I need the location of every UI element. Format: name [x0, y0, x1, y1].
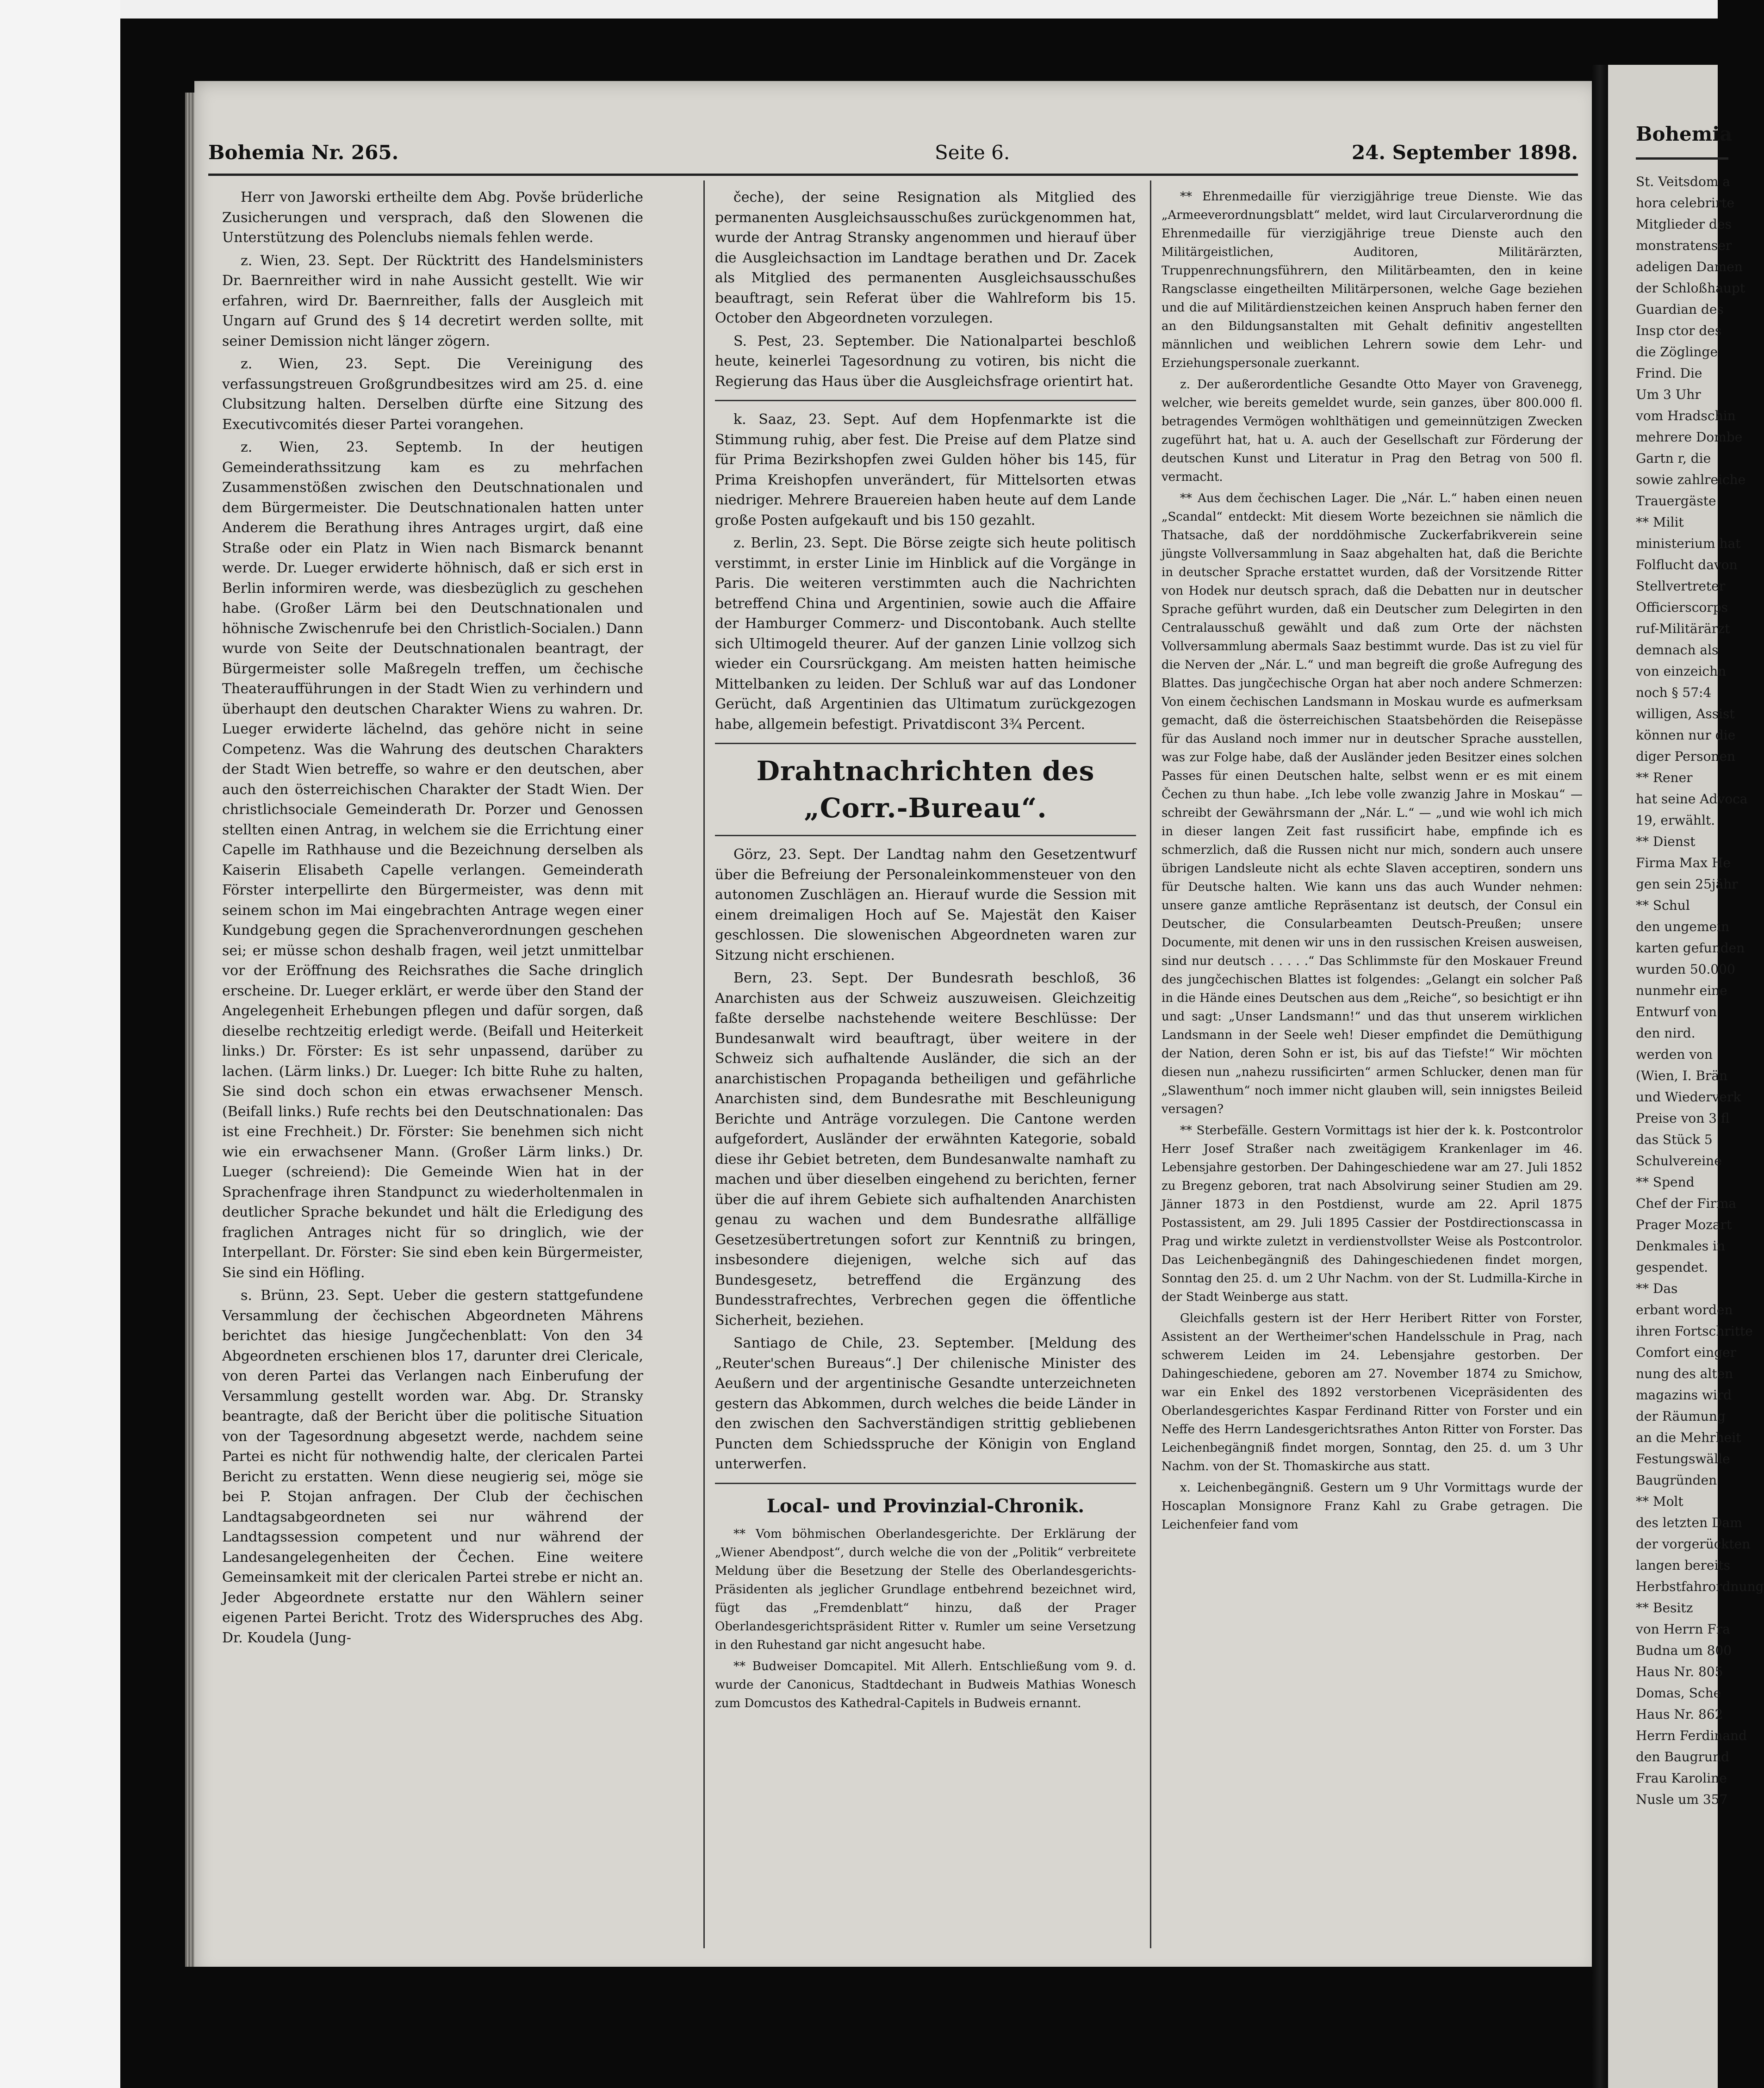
article-goerz: Görz, 23. Sept. Der Landtag nahm den Gesetzentwurf über die Befreiung der Personaleinkommensteuer von den autonomen Zuschlägen an. Hierauf wurde die Session mit einem dreimaligen Hoch auf Se. Majestät den Kaiser geschlossen. Die slowenischen Abgeordneten waren zur Sitzung nicht erschienen.	[715, 846, 1136, 963]
column-divider-2	[1150, 180, 1151, 1948]
scanner-top-strip	[0, 0, 1718, 19]
adjacent-page-line: den ungemein	[1636, 919, 1730, 934]
newspaper-page	[194, 81, 1599, 1978]
adjacent-page-line: hat seine Advoca	[1636, 791, 1748, 807]
adjacent-page-line: Schulvereine	[1636, 1153, 1722, 1168]
adjacent-page-line: erbant worden	[1636, 1302, 1733, 1317]
adjacent-page-line: des letzten Dam	[1636, 1515, 1742, 1530]
adjacent-page-line: ministerium hat	[1636, 536, 1741, 551]
scan-bottom-shadow	[194, 1967, 1599, 2088]
adjacent-page-line: Mitglieder des	[1636, 217, 1732, 232]
article-saaz: k. Saaz, 23. Sept. Auf dem Hopfenmarkte ist die Stimmung ruhig, aber fest. Die Preise auf dem Platze sind für Prima Bezirkshopfen zwei Gulden höher bis 145, für Prima Kreishopfen unverändert, für Mittelsorten etwas niedriger. Mehrere Brauereien haben heute auf dem Lande große Posten aufgekauft und bis 150 gezahlt.	[715, 411, 1136, 528]
column-1	[222, 187, 643, 1651]
adjacent-page-line: wurden 50.000	[1636, 962, 1735, 977]
article-pest: S. Pest, 23. September. Die Nationalpartei beschloß heute, keinerlei Tagesordnung zu votiren, bis nicht die Regierung das Haus über die Ausgleichsfrage orientirt hat.	[715, 333, 1136, 390]
adjacent-page-line: die Zöglinge	[1636, 344, 1718, 360]
article-forster: Gleichfalls gestern ist der Herr Heribert Ritter von Forster, Assistent an der Wertheimer'schen Handelsschule in Prag, nach schwerem Leiden im 24. Lebensjahre gestorben. Der Dahingeschiedene, geboren am 27. November 1874 zu Smichow, war ein Enkel des 1892 verstorbenen Vicepräsidenten des Oberlandesgerichtes Kaspar Ferdinand Ritter von Forster und ein Neffe des Herrn Landesgerichtsrathes Anton Ritter von Forster. Das Leichenbegängniß findet morgen, Sonntag, den 25. d. um 3 Uhr Nachm. von der St. Thomaskirche aus statt.	[1162, 1311, 1583, 1473]
adjacent-page-line: ** Milit	[1636, 515, 1684, 530]
header-page-number: Seite 6.	[935, 141, 1010, 164]
adjacent-page-line: karten gefunden	[1636, 940, 1745, 956]
adjacent-page-line: Haus Nr. 862	[1636, 1707, 1723, 1722]
adjacent-page-line: von Herrn Fra	[1636, 1622, 1730, 1637]
article-oberlandesgericht: ** Vom böhmischen Oberlandesgerichte. Der Erklärung der „Wiener Abendpost“, durch welche die von der „Politik“ verbreitete Meldung über die Besetzung der Stelle des Oberlandesgerichts-Präsidenten als jeglicher Grundlage entbehrend bezeichnet wird, fügt das „Fremdenblatt“ hinzu, daß der Prager Oberlandesgerichtspräsident Ritter v. Rumler um seine Versetzung in den Ruhestand gar nicht angesucht habe.	[715, 1527, 1136, 1652]
adjacent-page-line: (Wien, I. Brän	[1636, 1068, 1728, 1083]
section-rule	[715, 835, 1136, 836]
adjacent-page-line: Chef der Firma	[1636, 1196, 1737, 1211]
adjacent-page-line: ** Das	[1636, 1281, 1678, 1296]
adjacent-page-line: ** Besitz	[1636, 1600, 1693, 1616]
adjacent-page-line: ihren Fortschritte	[1636, 1324, 1753, 1339]
adjacent-page-line: Comfort einger	[1636, 1345, 1737, 1360]
adjacent-page-line: monstratenser	[1636, 238, 1732, 253]
adjacent-page-line: nunmehr eine	[1636, 983, 1727, 998]
adjacent-page-line: gespendet.	[1636, 1260, 1708, 1275]
adjacent-page-line: sowie zahlreiche	[1636, 472, 1746, 487]
page-fold	[1592, 65, 1608, 2088]
adjacent-page-line: das Stück 5	[1636, 1132, 1713, 1147]
article-cechisches-lager: ** Aus dem čechischen Lager. Die „Nár. L.“ haben einen neuen „Scandal“ entdeckt: Mit diesem Worte bezeichnen sie nämlich die Thatsache, daß der norddöhmische Zuckerfabrikverein seine jüngste Vollversammlung in Saaz abgehalten hat, daß die Berichte in deutscher Sprache erstattet wurden, daß der Vorsitzende Ritter von Hodek nur deutsch sprach, daß die Debatten nur in deutscher Sprache geführt wurden, daß ein Deutscher zum Delegirten in den Centralausschuß gewählt und daß zum Orte der nächsten Vollversammlung abermals Saaz bestimmt wurde. Das ist zu viel für die Nerven der „Nár. L.“ und man begreift die große Aufregung des Blattes. Das jungčechische Organ hat aber noch andere Schmerzen: Von einem čechischen Landsmann in Moskau wurde es aufmerksam gemacht, daß die österreichischen Staatsbehörden die Reisepässe für das Ausland noch immer nur in deutscher Sprache ausstellen, was zur Folge habe, daß der Ausländer jeden Besitzer eines solchen Passes für einen Deutschen halte, selbst wenn er es mit einem Čechen zu thun habe. „Ich lebe volle zwanzig Jahre in Moskau“ — schreibt der Gewährsmann der „Nár. L.“ — „und wie wohl ich mich in dieser langen Zeit fast russificirt habe, empfinde ich es schmerzlich, daß die Russen nicht nur mich, sondern auch unsere übrigen Landsleute nicht als echte Slaven acceptiren, sondern uns für Deutsche halten. Wie kann uns das auch Wunder nehmen: unsere ganze amtliche Repräsentanz ist deutsch, der Consul ein Deutscher, die Consularbeamten Deutsch-Preußen; unsere Documente, mit denen wir uns in den russischen Kreisen ausweisen, sind nur deutsch . . . . .“ Das Schlimmste für den Moskauer Freund des jungčechischen Blattes ist folgendes: „Gelangt ein solcher Paß in die Hände eines Deutschen aus dem „Reiche“, so besichtigt er ihn und sagt: „Unser Landsmann!“ und das thut unserem wirklichen Landsmann in der Seele weh! Dieser empfindet die Demüthigung der Nation, deren Sohn er ist, bis auf das Tiefste!“ Wir möchten diesen nun „nahezu russificirten“ armen Schlucker, denen man für „Slawenthum“ noch immer nicht glauben will, sein innigstes Beileid versagen?	[1162, 491, 1583, 1116]
adjacent-page-line: Firma Max He	[1636, 855, 1731, 870]
article-bruenn: s. Brünn, 23. Sept. Ueber die gestern stattgefundene Versammlung der čechischen Abgeordneten Mährens berichtet das hiesige Jungčechenblatt: Von den 34 Abgeordneten erschienen blos 17, darunter drei Clericale, von deren Partei das Verlangen nach Einberufung der Versammlung gestellt worden war. Abg. Dr. Stransky beantragte, daß der Bericht über die politische Situation von der Tagesordnung abgesetzt werde, nachdem seine Partei es nicht für nothwendig halte, der clericalen Partei Bericht zu erstatten. Wenn diese neugierig sei, möge sie bei P. Stojan anfragen. Der Club der čechischen Landtagsabgeordneten sei nur während der Landtagssession competent und nur während der Landesangelegenheiten der Čechen. Eine weitere Gemeinsamkeit mit der clericalen Partei strebe er nicht an. Jeder Abgeordnete erstatte nur den Wählern seiner eigenen Partei Bericht. Trotz des Widerspruches des Abg. Dr. Koudela (Jung-	[222, 1287, 643, 1646]
adjacent-page-line: den nird.	[1636, 1025, 1696, 1041]
adjacent-page-line: diger Personen	[1636, 749, 1736, 764]
adjacent-page-line: Frau Karoline	[1636, 1771, 1727, 1786]
adjacent-page-line: den Baugrund	[1636, 1749, 1730, 1765]
column-2	[715, 187, 1136, 1715]
section-rule	[715, 400, 1136, 401]
column-3	[1162, 187, 1583, 1537]
article-wien-gemeinderath: z. Wien, 23. Septemb. In der heutigen Gemeinderathssitzung kam es zu mehrfachen Zusammenstößen zwischen den Deutschnationalen und dem Bürgermeister. Die Deutschnationalen hatten unter Anderem die Berathung ihres Antrages urgirt, daß eine Straße oder ein Platz in Wien nach Bismarck benannt werde. Dr. Lueger erwiderte höhnisch, daß er sich erst in Berlin informiren werde, was diesbezüglich zu geschehen habe. (Großer Lärm bei den Deutschnationalen und höhnische Zwischenrufe bei den Christlich-Socialen.) Dann wurde von Seite der Deutschnationalen beantragt, der Bürgermeister solle Maßregeln treffen, um čechische Theateraufführungen in der Stadt Wien zu verhindern und überhaupt den deutschen Charakter Wiens zu wahren. Dr. Lueger erwiderte lächelnd, das gehöre nicht in seine Competenz. Was die Wahrung des deutschen Charakters der Stadt Wien betreffe, so wahre er den deutschen, aber auch den österreichischen Charakter der Stadt Wien. Der christlichsociale Gemeinderath Dr. Porzer und Genossen stellten einen Antrag, in welchem sie die Errichtung einer Capelle im Rathhause und die Bezeichnung derselben als Kaiserin Elisabeth Capelle verlangen. Gemeinderath Förster interpellirte den Bürgermeister, was denn mit seinem schon im Mai eingebrachten Antrage wegen einer Kundgebung gegen die Sprachenverordnungen geschehen sei; er müsse schon deshalb fragen, weil jetzt unmittelbar vor der Eröffnung des Reichsrathes die Sache dringlich erscheine. Dr. Lueger erklärt, er werde über den Stand der Angelegenheit Erhebungen pflegen und dafür sorgen, daß dieselbe rechtzeitig erledigt werde. (Beifall und Heiterkeit links.) Dr. Förster: Es ist sehr unpassend, darüber zu lachen. (Lärm links.) Dr. Lueger: Ich bitte Ruhe zu halten, Sie sind doch schon ein etwas erwachsener Mensch. (Beifall links.) Rufe rechts bei den Deutschnationalen: Das ist eine Frechheit.) Dr. Förster: Sie benehmen sich nicht wie ein erwachsener Mann. (Großer Lärm links.) Dr. Lueger (schreiend): Die Gemeinde Wien hat in der Sprachenfrage ihren Standpunct zu wiederholtenmalen in deutlicher Sprache bekundet und hält die Erledigung des fraglichen Antrages nicht für so dringlich, wie der Interpellant. Dr. Förster: Sie sind eben kein Bürgermeister, Sie sind ein Höfling.	[222, 439, 643, 1281]
adjacent-page-line: mehrere Dombe	[1636, 429, 1743, 445]
scanner-left-margin	[0, 0, 120, 2088]
adjacent-page-line: an die Mehrheit	[1636, 1430, 1741, 1445]
adjacent-page-line: hora celebrirte	[1636, 195, 1735, 211]
adjacent-page-line: von einzeichn	[1636, 664, 1727, 679]
adjacent-page-line: demnach als	[1636, 642, 1719, 658]
adjacent-page-line: Denkmales in	[1636, 1238, 1726, 1254]
adjacent-page-line: noch § 57:4	[1636, 685, 1712, 700]
adjacent-page-line: langen bereits	[1636, 1558, 1731, 1573]
article-polenclub: Herr von Jaworski ertheilte dem Abg. Povše brüderliche Zusicherungen und versprach, daß den Slowenen die Unterstützung des Polenclubs niemals fehlen werde.	[222, 189, 643, 246]
adjacent-page-line: der vorgerückten	[1636, 1536, 1751, 1552]
adjacent-page-line: 19, erwählt.	[1636, 813, 1715, 828]
adjacent-page-line: Entwurf von	[1636, 1004, 1717, 1019]
adjacent-page-line: Stellvertreter	[1636, 578, 1726, 594]
adjacent-page-line: gen sein 25jähr	[1636, 876, 1738, 892]
article-budweis: ** Budweiser Domcapitel. Mit Allerh. Entschließung vom 9. d. wurde der Canonicus, Stadtdechant in Budweis Mathias Wonesch zum Domcustos des Kathedral-Capitels in Budweis ernannt.	[715, 1659, 1136, 1710]
adjacent-page-line: der Räumung	[1636, 1409, 1726, 1424]
article-santiago: Santiago de Chile, 23. September. [Meldung des „Reuter'schen Bureaus“.] Der chilenische Minister des Aeußern und der argentinische Gesandte unterzeichneten gestern das Abkommen, durch welches die beide Länder in den zwischen den Sachverständigen strittig gebliebenen Puncten dem Schiedsspruche der Königin von England unterwerfen.	[715, 1335, 1136, 1472]
adjacent-page-line: Herrn Ferdinand	[1636, 1728, 1747, 1743]
article-wien-grossgrundbesitz: z. Wien, 23. Sept. Die Vereinigung des verfassungstreuen Großgrundbesitzes wird am 25. d. eine Clubsitzung halten. Derselben dürfte eine Sitzung des Executivcomités dieser Partei vorangehen.	[222, 356, 643, 433]
page-header	[208, 137, 1578, 174]
adjacent-page-line: Guardian des	[1636, 302, 1724, 317]
adjacent-page-line: Preise von 3 fl	[1636, 1111, 1730, 1126]
adjacent-page-line: St. Veitsdom a	[1636, 174, 1730, 189]
article-sterbefaelle: ** Sterbefälle. Gestern Vormittags ist hier der k. k. Postcontrolor Herr Josef Straßer nach zweitägigem Krankenlager im 46. Lebensjahre gestorben. Der Dahingeschiedene war am 27. Juli 1852 zu Bregenz geboren, trat nach Absolvirung seiner Studien am 29. Jänner 1873 in den Postdienst, wurde am 22. April 1875 Postassistent, am 29. Juli 1895 Cassier der Postdirectionscassa in Prag und wirkte zuletzt in verdienstvollster Weise als Postcontrolor. Das Leichenbegängniß des Dahingeschiedenen findet morgen, Sonntag den 25. d. um 2 Uhr Nachm. von der St. Ludmilla-Kirche in der Stadt Weinberge aus statt.	[1162, 1124, 1583, 1304]
adjacent-page-line: Festungswälle	[1636, 1451, 1730, 1467]
adjacent-page-line: ** Dienst	[1636, 834, 1696, 849]
adjacent-page-line: werden von	[1636, 1047, 1713, 1062]
article-ehrenmedaille: ** Ehrenmedaille für vierzigjährige treue Dienste. Wie das „Armeeverordnungsblatt“ meldet, wird laut Circularverordnung die Ehrenmedaille für vierzigjährige treue Dienste auch den Militärgeistlichen, Auditoren, Militärärzten, Truppenrechnungsführern, den Militärbeamten, den in keine Rangsclasse eingetheilten Militärpersonen, welche Gage beziehen und die auf Militärdienstzeichen keinen Anspruch haben ferner den an den Bildungsanstalten mit Gehalt definitiv angestellten männlichen und weiblichen Lehrern sowie dem Lehr- und Erziehungspersonale zuerkannt.	[1162, 190, 1583, 370]
header-rule	[208, 174, 1578, 176]
article-leichenbegaengnis: x. Leichenbegängniß. Gestern um 9 Uhr Vormittags wurde der Hoscaplan Monsignore Franz Kahl zu Grabe getragen. Die Leichenfeier fand vom	[1162, 1481, 1583, 1532]
adjacent-page-line: nung des alten	[1636, 1366, 1733, 1381]
adjacent-header-rule	[1636, 157, 1728, 160]
adjacent-page-line: ** Rener	[1636, 770, 1693, 785]
adjacent-page-line: adeligen Damen	[1636, 259, 1743, 274]
adjacent-page-line: Prager Mozart	[1636, 1217, 1732, 1232]
adjacent-page-text	[1636, 171, 1764, 1810]
article-berlin: z. Berlin, 23. Sept. Die Börse zeigte sich heute politisch verstimmt, in erster Linie im Hinblick auf die Vorgänge in Paris. Die weiteren verstimmten auch die Nachrichten betreffend China und Argentinien, sowie auch die Affaire der Hamburger Commerz- und Discontobank. Auch stellte sich Ultimogeld theurer. Auf der ganzen Linie vollzog sich wieder ein Coursrückgang. Am meisten hatten heimische Mittelbanken zu leiden. Der Schluß war auf das Londoner Gerücht, daß Argentinien das Ultimatum zurückgezogen habe, allgemein befestigt. Privatdiscont 3¾ Percent.	[715, 535, 1136, 733]
adjacent-page-line: magazins wird	[1636, 1387, 1732, 1403]
adjacent-page-line: ruf-Militärärzt	[1636, 621, 1730, 636]
adjacent-page-line: Officierscorps	[1636, 600, 1728, 615]
adjacent-page-line: und Wiederverk	[1636, 1089, 1741, 1105]
adjacent-page-line: Haus Nr. 805	[1636, 1664, 1723, 1679]
adjacent-page-line: ** Schul	[1636, 898, 1690, 913]
section-title-telegrams: Drahtnachrichten des „Corr.-Bureau“.	[756, 755, 1095, 824]
header-date: 24. September 1898.	[1351, 141, 1578, 164]
adjacent-page-line: Frind. Die	[1636, 366, 1702, 381]
section-rule	[715, 1483, 1136, 1484]
article-gravenegg: z. Der außerordentliche Gesandte Otto Mayer von Gravenegg, welcher, wie bereits gemeldet wurde, sein ganzes, über 800.000 fl. betragendes Vermögen wohlthätigen und gemeinnützigen Zwecken zugeführt hat, hat u. A. auch der Gesellschaft zur Förderung der deutschen Kunst und Literatur in Prag den Betrag von 500 fl. vermacht.	[1162, 378, 1583, 484]
adjacent-page	[1608, 65, 1764, 2088]
adjacent-page-line: Folflucht davon	[1636, 557, 1738, 572]
section-rule	[715, 743, 1136, 744]
header-issue: Bohemia Nr. 265.	[208, 141, 399, 164]
adjacent-page-line: willigen, Assist	[1636, 706, 1735, 721]
adjacent-page-line: können nur die	[1636, 727, 1736, 743]
adjacent-page-line: der Schloßhaupt	[1636, 280, 1745, 296]
adjacent-page-line: ** Spend	[1636, 1174, 1695, 1190]
adjacent-page-line: Trauergäste	[1636, 493, 1716, 509]
adjacent-page-line: Domas, Sche	[1636, 1685, 1721, 1701]
section-title-local: Local- und Provinzial-Chronik.	[766, 1495, 1085, 1517]
article-bern: Bern, 23. Sept. Der Bundesrath beschloß, 36 Anarchisten aus der Schweiz auszuweisen. Gleichzeitig faßte derselbe nachstehende weitere Beschlüsse: Der Bundesanwalt wird beauftragt, über weitere in der Schweiz sich aufhaltende Ausländer, die sich an der anarchistischen Propaganda betheiligen und gefährliche Anarchisten sind, dem Bundesrathe mit Beschleunigung Berichte und Anträge vorzulegen. Die Cantone werden aufgefordert, Ausländer der erwähnten Kategorie, sobald diese ihr Gebiet betreten, dem Bundesanwalte namhaft zu machen und über dieselben eingehend zu berichten, ferner über die auf ihrem Gebiete sich aufhaltenden Anarchisten genau zu wachen und dem Bundesrathe allfällige Gesetzesübertretungen sofort zur Kenntniß zu bringen, insbesondere diejenigen, welche sich auf das Bundesgesetz, betreffend die Ergänzung des Bundesstrafrechtes, Verbrechen gegen die öffentliche Sicherheit, beziehen.	[715, 970, 1136, 1329]
adjacent-page-line: Gartn r, die	[1636, 451, 1711, 466]
column-divider-1	[703, 180, 705, 1948]
adjacent-page-line: Baugründen	[1636, 1473, 1717, 1488]
adjacent-page-line: Um 3 Uhr	[1636, 387, 1701, 402]
article-wien-baernreither: z. Wien, 23. Sept. Der Rücktritt des Handelsministers Dr. Baernreither wird in nahe Aussicht gestellt. Wie wir erfahren, wird Dr. Baernreither, falls der Ausgleich mit Ungarn auf Grund des § 14 decretirt werden sollte, mit seiner Demission nicht länger zögern.	[222, 252, 643, 349]
adjacent-page-line: vom Hradschin	[1636, 408, 1736, 423]
adjacent-page-line: Nusle um 357	[1636, 1792, 1728, 1807]
adjacent-page-header: Bohemia	[1636, 123, 1733, 145]
adjacent-page-line: Insp ctor des	[1636, 323, 1722, 338]
adjacent-page-line: ** Molt	[1636, 1494, 1683, 1509]
article-continuation: čeche), der seine Resignation als Mitglied des permanenten Ausgleichsausschußes zurückgenommen hat, wurde der Antrag Stransky angenommen und hierauf über die Ausgleichsaction im Landtage berathen und Dr. Zacek als Mitglied des permanenten Ausgleichsausschußes beauftragt, sein Referat über die Wahlreform bis 15. October den Abgeordneten vorzulegen.	[715, 189, 1136, 326]
adjacent-page-line: Herbstfahrordnung	[1636, 1579, 1764, 1594]
adjacent-page-line: Budna um 800	[1636, 1643, 1732, 1658]
